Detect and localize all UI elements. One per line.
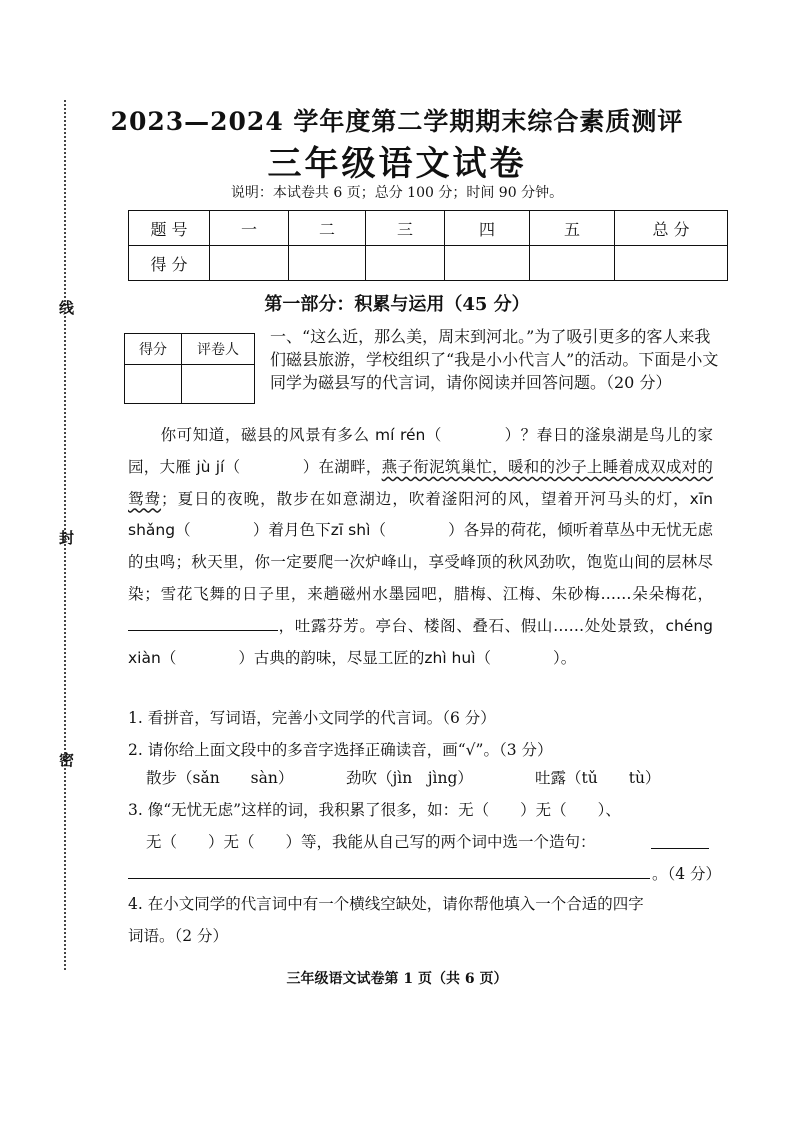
question-1-1: 1. 看拼音，写词语，完善小文同学的代言词。（6 分） <box>128 709 496 727</box>
question-1-3-line2: 无（ ）无（ ）等，我能从自己写的两个词中选一个造句： <box>146 833 596 851</box>
score-table-header-row <box>129 211 728 246</box>
question-1-intro: 一、“这么近，那么美，周末到河北。”为了吸引更多的客人来我们磁县旅游，学校组织了“我是小小代言人”的活动。下面是小文同学为磁县写的代言词，请你阅读并回答问题。（20 分） <box>270 327 719 392</box>
pinyin-xinshang: xīn shǎng <box>128 489 713 540</box>
passage-text-8: 古典的韵味，尽显工匠的 <box>253 648 425 667</box>
exam-subtitle: 三年级语文试卷 <box>267 144 527 184</box>
passage-text-4: ；夏日的夜晚，散步在如意湖边，吹着滏阳河的风，望着开河马头的灯， <box>161 489 690 508</box>
option-tulu[interactable]: 吐露（tǔ tù） <box>535 769 661 787</box>
option-sanbu[interactable]: 散步（sǎn sàn） <box>146 769 294 787</box>
binding-label-mi: 密 <box>57 752 75 767</box>
passage-text-9: 。 <box>560 648 577 667</box>
wavy-underlined-sentence: 燕子衔泥筑巢忙，暖和的沙子上睡着成双成对的鸳鸯 <box>128 457 713 508</box>
question-1-2: 2. 请你给上面文段中的多音字选择正确读音，画“√”。（3 分） <box>128 741 553 759</box>
pinyin-miren: mí rén <box>375 426 426 444</box>
pinyin-zishi: zī shì <box>330 521 371 540</box>
passage-text-1: 你可知道，磁县的风景有多么 <box>160 426 370 444</box>
score-row-label: 得 分 <box>129 246 210 281</box>
sentence-blank-2[interactable] <box>128 878 650 879</box>
option-jinchui[interactable]: 劲吹（jìn jìng） <box>346 769 473 787</box>
pinyin-zhihui: zhì huì <box>424 648 476 667</box>
score-blank-5[interactable] <box>530 246 615 281</box>
question-1-4-line2: 词语。（2 分） <box>128 927 229 945</box>
passage: 你可知道，磁县的风景有多么 mí rén（ ）？春日的滏泉湖是鸟儿的家园，大雁 jù jí（ ）在湖畔，燕子衔泥筑巢忙，暖和的沙子上睡着成双成对的鸳鸯；夏日的夜晚，散步在如意湖边，吹着滏阳河的风，望着开河马头的灯，xīn shǎng（ ）着月色下zī shì（ ）各异的荷花，倾听着草丛中无忧无虑的虫鸣；秋天里，你一定要爬一次炉峰山，享受峰顶的秋风劲吹，饱览山间的层林尽染；雪花飞舞的日子里，来趟磁州水墨园吧，腊梅、江梅、朱砂梅……朵朵梅花，，吐露芬芳。亭台、楼阁、叠石、假山……处处景致，chéng xiàn（ ）古典的韵味，尽显工匠的zhì huì（ ）。 <box>128 426 713 667</box>
pinyin-juji: jù jí <box>196 457 225 476</box>
score-blank-3[interactable] <box>366 246 445 281</box>
question-1-4-line1: 4. 在小文同学的代言词中有一个横线空缺处，请你帮他填入一个合适的四字 <box>128 895 644 913</box>
grader-table <box>124 333 255 404</box>
binding-label-feng: 封 <box>57 530 75 545</box>
question-1-3-score: 。（4 分） <box>652 865 722 883</box>
score-table-score-row <box>129 246 728 281</box>
score-cell-total: 总 分 <box>615 211 728 246</box>
part1-title: 第一部分：积累与运用（45 分） <box>264 294 530 315</box>
score-table <box>128 210 728 281</box>
passage-text-2: ？春日的滏泉湖是鸟儿的家园，大雁 <box>128 426 713 476</box>
exam-instructions: 说明：本试卷共 6 页；总分 100 分；时间 90 分钟。 <box>230 185 564 201</box>
grader-name-blank[interactable] <box>182 365 255 404</box>
score-cell-q1: 一 <box>210 211 289 246</box>
exam-title: 2023—2024 学年度第二学期期末综合素质测评 <box>110 107 684 136</box>
score-blank-2[interactable] <box>289 246 366 281</box>
score-cell-q5: 五 <box>530 211 615 246</box>
score-cell-q2: 二 <box>289 211 366 246</box>
page-footer: 三年级语文试卷第 1 页（共 6 页） <box>286 971 508 987</box>
passage-text-3: 在湖畔， <box>318 457 382 476</box>
question-1-3-line1: 3. 像“无忧无虑”这样的词，我积累了很多，如：无（ ）无（ ）、 <box>128 801 621 819</box>
idiom-blank[interactable] <box>128 630 278 631</box>
passage-text-6: 各异的荷花，倾听着草丛中无忧无虑的虫鸣；秋天里，你一定要爬一次炉峰山，享受峰顶的秋风劲吹，饱览山间的层林尽染；雪花飞舞的日子里，来趟磁州水墨园吧，腊梅、江梅、朱砂梅……朵朵梅花， <box>128 521 713 603</box>
grader-name-label: 评卷人 <box>182 334 255 365</box>
grader-score-blank[interactable] <box>125 365 182 404</box>
score-cell-q4: 四 <box>445 211 530 246</box>
score-cell-label: 题 号 <box>129 211 210 246</box>
sentence-blank-1[interactable] <box>651 848 709 849</box>
grader-score-label: 得分 <box>125 334 182 365</box>
binding-label-xian: 线 <box>57 300 75 315</box>
passage-text-7: ，吐露芬芳。亭台、楼阁、叠石、假山……处处景致， <box>278 616 666 635</box>
score-cell-q3: 三 <box>366 211 445 246</box>
passage-text-5: 着月色下 <box>268 521 331 540</box>
score-blank-total[interactable] <box>615 246 728 281</box>
score-blank-4[interactable] <box>445 246 530 281</box>
score-blank-1[interactable] <box>210 246 289 281</box>
pinyin-chengxian: chéng xiàn <box>128 616 713 667</box>
